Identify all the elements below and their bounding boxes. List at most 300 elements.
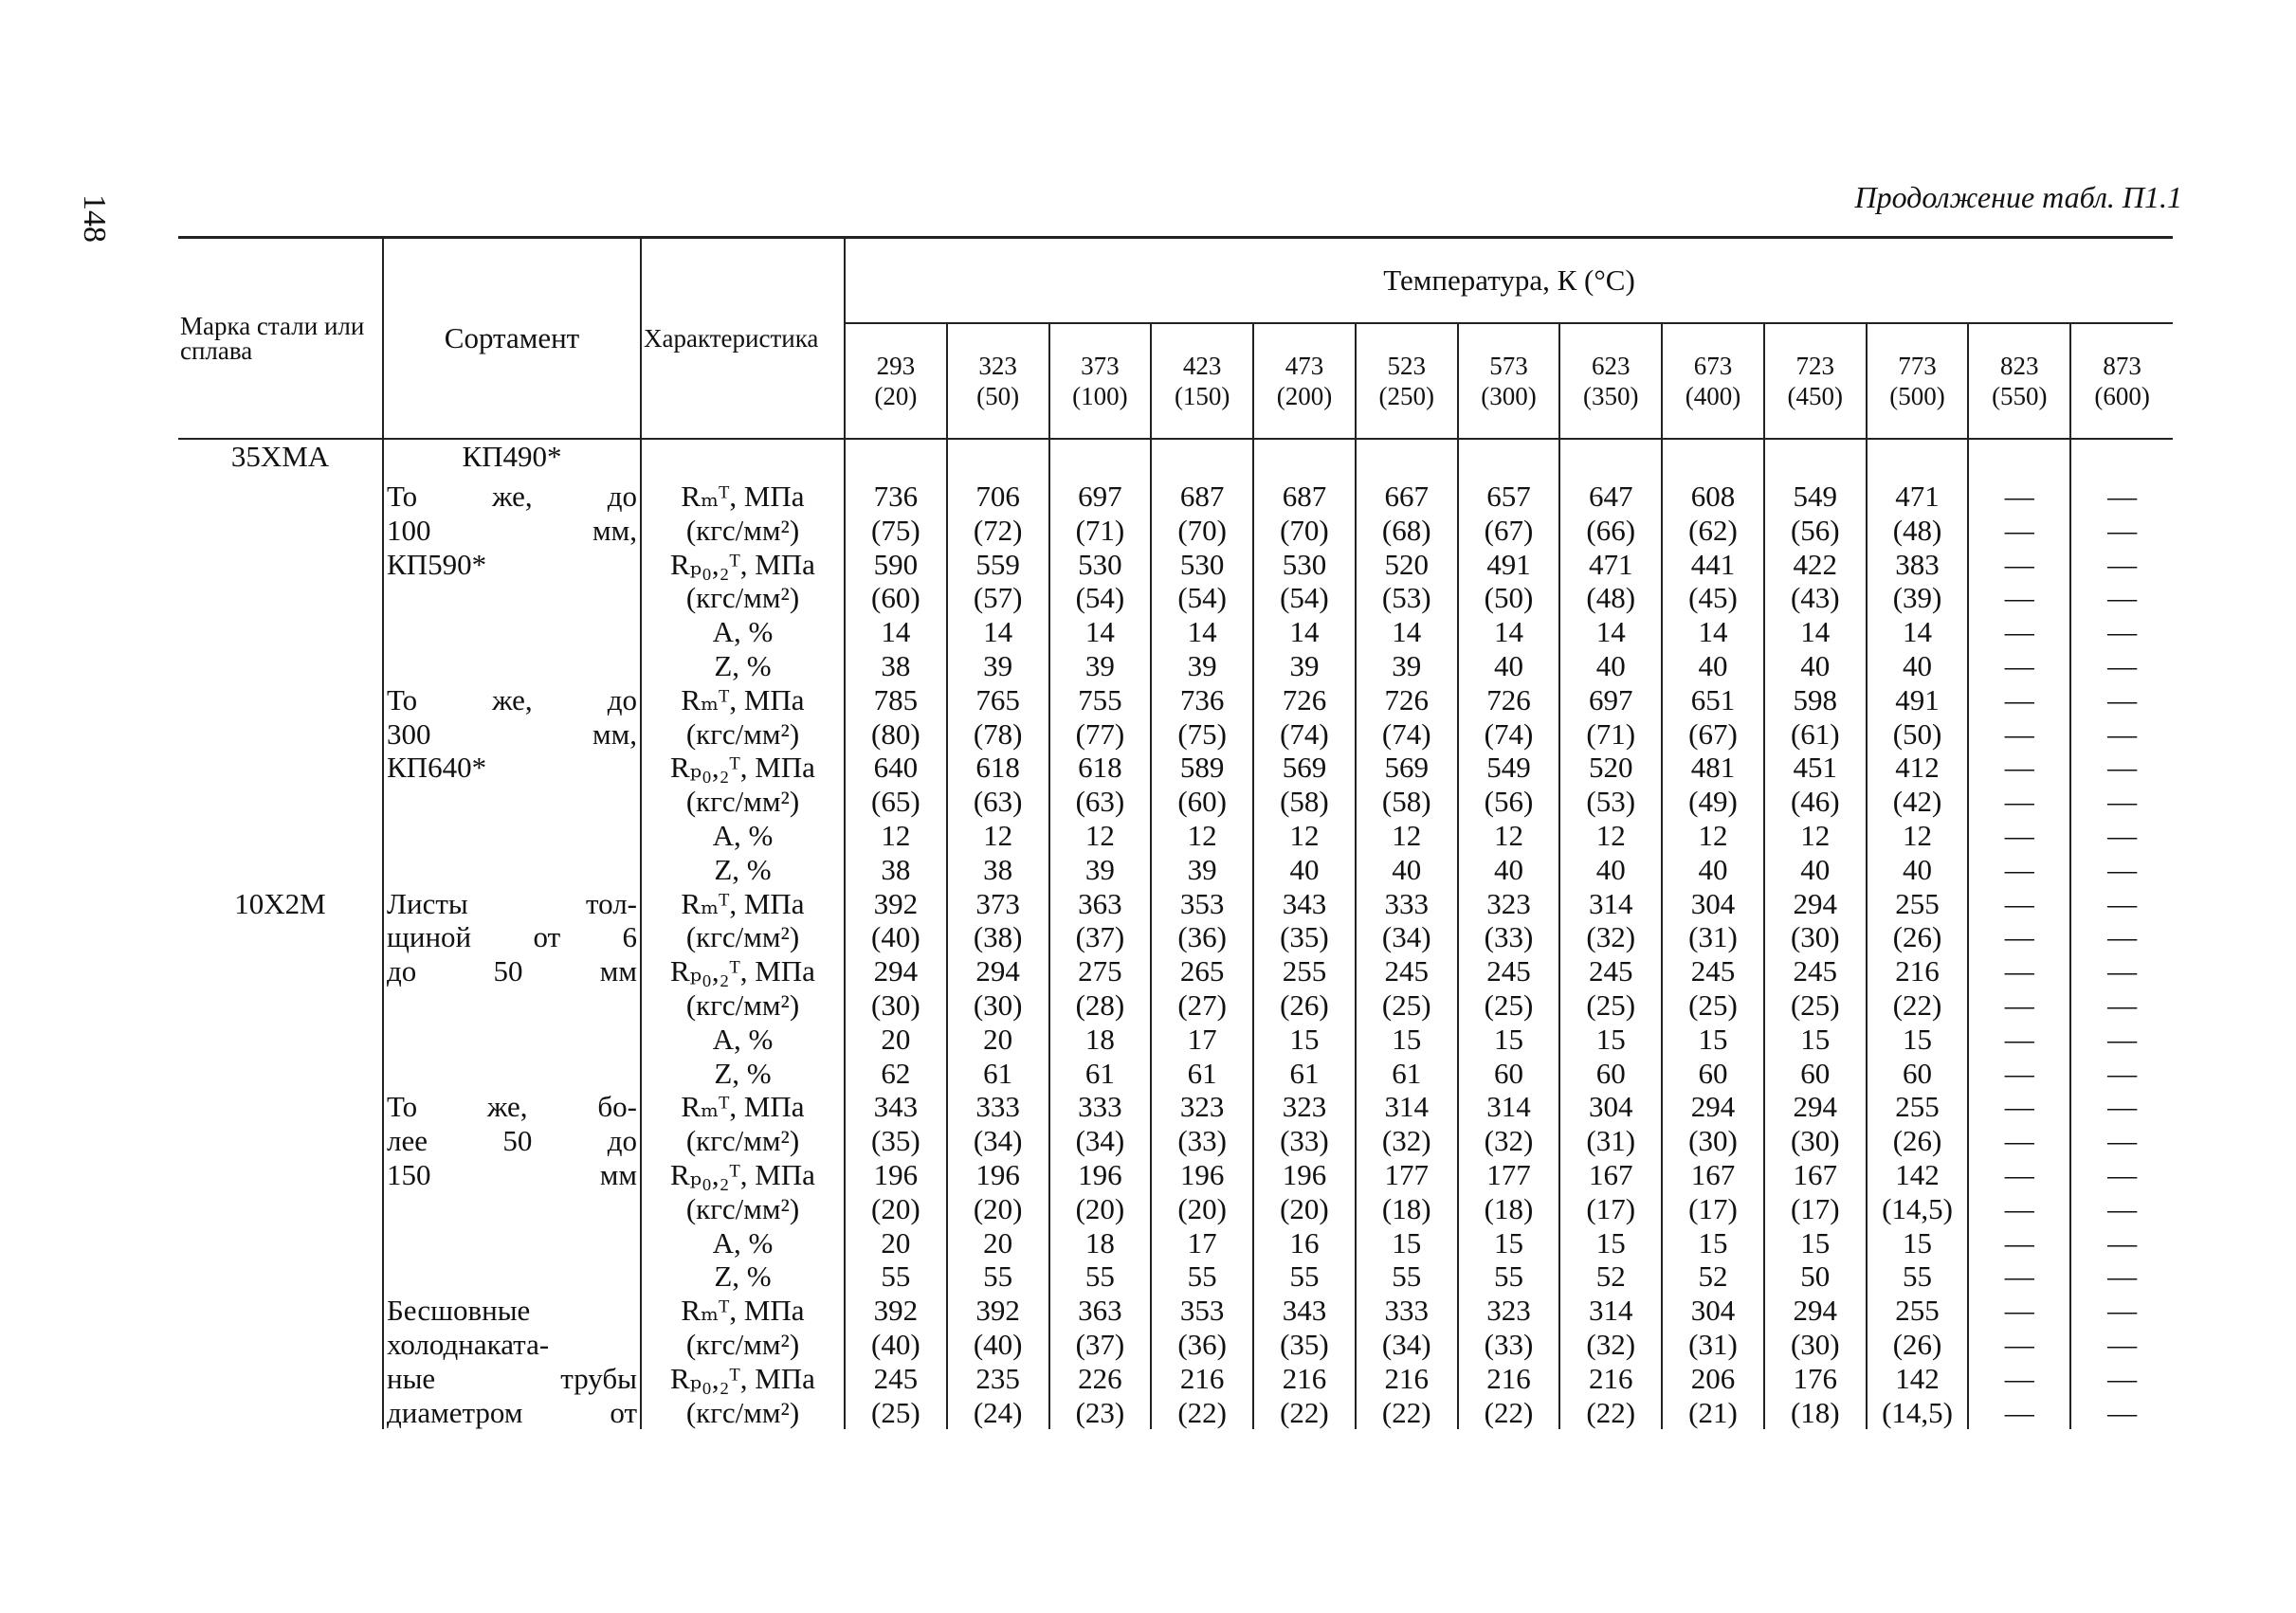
value-cell: 392 <box>873 1294 919 1328</box>
value-cell: 245 <box>873 1361 919 1395</box>
value-cell: (75) <box>871 513 920 547</box>
value-cell: 167 <box>1588 1157 1633 1191</box>
value-cell: (50) <box>1484 581 1534 615</box>
grade-blank <box>181 1226 379 1260</box>
value-cell: 471 <box>1588 547 1633 581</box>
value-cell: — <box>2107 1191 2138 1225</box>
temp-header-0: 293 (20) <box>845 323 947 439</box>
value-cell: 323 <box>1179 1090 1225 1124</box>
temp-header-10: 773 (500) <box>1867 323 1969 439</box>
value-cell: (18) <box>1790 1395 1840 1429</box>
form-blank <box>387 615 637 649</box>
value-cell: 294 <box>873 954 919 988</box>
value-cell: 226 <box>1078 1361 1122 1395</box>
value-column-1 <box>947 480 1049 1429</box>
value-cell: — <box>2004 581 2034 615</box>
value-cell: (74) <box>1381 716 1431 751</box>
form-cell <box>383 439 641 480</box>
value-cell: (25) <box>1790 988 1840 1022</box>
value-cell: 736 <box>1179 682 1225 716</box>
value-cell: 687 <box>1179 480 1225 513</box>
header-temperature: Температура, К (°С) <box>845 238 2173 324</box>
grade-blank <box>181 1057 379 1091</box>
value-cell: 647 <box>1588 480 1633 513</box>
value-cell: 61 <box>983 1056 1013 1090</box>
value-cell: 196 <box>1282 1157 1327 1191</box>
value-cell: (33) <box>1177 1124 1227 1158</box>
value-cell: 235 <box>975 1361 1020 1395</box>
value-cell: — <box>2107 513 2138 547</box>
value-cell: (30) <box>1688 1124 1738 1158</box>
value-cell: 38 <box>881 852 911 886</box>
value-cell: (30) <box>1790 1327 1840 1361</box>
value-cell: (42) <box>1892 785 1942 819</box>
value-cell: 15 <box>1595 1022 1626 1056</box>
form-blank <box>387 1023 637 1057</box>
form-blank <box>387 1260 637 1294</box>
value-cell: (25) <box>1484 988 1534 1022</box>
value-cell: (67) <box>1688 716 1738 751</box>
form-line: 150 мм <box>387 1157 637 1191</box>
characteristic-label: (кгс/мм²) <box>685 1124 800 1158</box>
value-cell: 471 <box>1895 480 1940 513</box>
value-cell: — <box>2004 751 2034 785</box>
value-cell: — <box>2107 920 2138 954</box>
form-column <box>383 480 641 1429</box>
value-cell: 245 <box>1486 954 1531 988</box>
value-cell: 755 <box>1078 682 1122 716</box>
characteristic-label: (кгс/мм²) <box>685 988 800 1022</box>
value-cell: 39 <box>1084 852 1115 886</box>
value-cell: (31) <box>1586 1124 1636 1158</box>
value-cell: 353 <box>1179 1294 1225 1328</box>
value-cell: (38) <box>973 920 1023 954</box>
characteristic-label: (кгс/мм²) <box>685 1327 800 1361</box>
value-cell: 39 <box>983 648 1013 682</box>
grade-10x2m: 10Х2М <box>234 886 326 920</box>
value-cell: 441 <box>1690 547 1736 581</box>
value-cell: 304 <box>1690 886 1736 920</box>
value-cell: 60 <box>1493 1056 1523 1090</box>
value-cell: (26) <box>1892 920 1942 954</box>
value-cell: 353 <box>1179 886 1225 920</box>
value-cell: 216 <box>1486 1361 1531 1395</box>
value-cell: 491 <box>1486 547 1531 581</box>
value-cell: — <box>2004 954 2034 988</box>
value-cell: 549 <box>1793 480 1838 513</box>
value-cell: (20) <box>871 1191 920 1225</box>
value-cell: 40 <box>1800 852 1831 886</box>
value-cell: (72) <box>973 513 1023 547</box>
form-kp490: КП490* <box>462 440 562 473</box>
value-cell: — <box>2107 480 2138 513</box>
value-column-7 <box>1559 480 1662 1429</box>
characteristic-label: A, % <box>712 1225 774 1260</box>
value-cell: — <box>2107 988 2138 1022</box>
value-cell: 40 <box>1698 852 1728 886</box>
value-cell: (18) <box>1381 1191 1431 1225</box>
value-cell: 520 <box>1588 751 1633 785</box>
characteristic-label: Rₘᵀ, МПа <box>681 886 805 920</box>
value-cell: 40 <box>1289 852 1320 886</box>
grade-blank <box>181 717 379 752</box>
characteristic-label: Rₚ₀,₂ᵀ, МПа <box>670 751 815 785</box>
form-line: диаметром от <box>387 1395 637 1429</box>
characteristic-label: Rₚ₀,₂ᵀ, МПа <box>670 1361 815 1395</box>
value-cell: (27) <box>1177 988 1227 1022</box>
value-cell: 15 <box>1698 1022 1728 1056</box>
value-cell: 589 <box>1179 751 1225 785</box>
value-cell: — <box>2107 581 2138 615</box>
grade-blank <box>181 1158 379 1192</box>
characteristic-label: (кгс/мм²) <box>685 716 800 751</box>
form-line: лее 50 до <box>387 1124 637 1158</box>
characteristic-label: A, % <box>712 1022 774 1056</box>
value-cell: 52 <box>1698 1260 1728 1294</box>
value-cell: 50 <box>1800 1260 1831 1294</box>
form-line: ные трубы <box>387 1361 637 1395</box>
value-cell: (21) <box>1688 1395 1738 1429</box>
value-cell: 245 <box>1690 954 1736 988</box>
value-cell: 245 <box>1793 954 1838 988</box>
value-column-8 <box>1662 480 1764 1429</box>
value-cell: 20 <box>881 1022 911 1056</box>
value-cell: (74) <box>1484 716 1534 751</box>
value-cell: — <box>2004 886 2034 920</box>
value-cell: (33) <box>1280 1124 1329 1158</box>
form-line: 300 мм, <box>387 716 637 751</box>
grade-35xma: 35ХМА <box>230 440 330 473</box>
value-cell: 55 <box>1084 1260 1115 1294</box>
value-cell: (22) <box>1381 1395 1431 1429</box>
value-column-10 <box>1867 480 1969 1429</box>
value-cell: 17 <box>1187 1022 1217 1056</box>
value-cell: 323 <box>1282 1090 1327 1124</box>
value-cell: 15 <box>1903 1022 1933 1056</box>
value-cell: 177 <box>1384 1157 1429 1191</box>
value-cell: 520 <box>1384 547 1429 581</box>
value-cell: 14 <box>1392 615 1422 649</box>
value-cell: 530 <box>1282 547 1327 581</box>
value-cell: 60 <box>1698 1056 1728 1090</box>
value-cell: — <box>2107 1157 2138 1191</box>
value-cell: 14 <box>881 615 911 649</box>
value-cell: (74) <box>1280 716 1329 751</box>
value-cell: — <box>2107 1124 2138 1158</box>
value-cell: (78) <box>973 716 1023 751</box>
grade-cell <box>178 439 383 480</box>
temp-header-7: 623 (350) <box>1559 323 1662 439</box>
value-cell: — <box>2004 682 2034 716</box>
value-cell: 15 <box>1595 1225 1626 1260</box>
value-cell: 216 <box>1282 1361 1327 1395</box>
value-cell: 706 <box>975 480 1020 513</box>
value-cell: 12 <box>1903 818 1933 852</box>
value-cell: (17) <box>1688 1191 1738 1225</box>
value-cell: — <box>2004 1395 2034 1429</box>
value-cell: (54) <box>1280 581 1329 615</box>
page-number: 148 <box>77 194 112 243</box>
value-cell: 40 <box>1595 852 1626 886</box>
value-cell: (26) <box>1892 1327 1942 1361</box>
grade-blank <box>181 920 379 954</box>
form-line: КП640* <box>387 751 487 785</box>
value-cell: 15 <box>1698 1225 1728 1260</box>
value-cell: — <box>2107 1225 2138 1260</box>
value-cell: 15 <box>1800 1225 1831 1260</box>
form-blank <box>387 1057 637 1091</box>
value-cell: (26) <box>1280 988 1329 1022</box>
value-cell: (45) <box>1688 581 1738 615</box>
form-line: Бесшовные <box>387 1294 531 1328</box>
value-cell: — <box>2004 547 2034 581</box>
characteristic-label: (кгс/мм²) <box>685 513 800 547</box>
form-blank <box>387 649 637 683</box>
value-cell: (18) <box>1484 1191 1534 1225</box>
value-cell: 697 <box>1078 480 1122 513</box>
value-cell: — <box>2004 852 2034 886</box>
value-cell: (56) <box>1484 785 1534 819</box>
value-cell: (43) <box>1790 581 1840 615</box>
value-cell: 373 <box>975 886 1020 920</box>
value-cell: 726 <box>1282 682 1327 716</box>
value-cell: 40 <box>1595 648 1626 682</box>
grade-blank <box>181 581 379 615</box>
value-cell: — <box>2004 988 2034 1022</box>
value-cell: (35) <box>1280 1327 1329 1361</box>
value-cell: (63) <box>1075 785 1125 819</box>
value-cell: — <box>2004 1157 2034 1191</box>
value-cell: 55 <box>881 1260 911 1294</box>
temp-header-9: 723 (450) <box>1764 323 1867 439</box>
value-cell: — <box>2004 818 2034 852</box>
value-cell: (30) <box>1790 1124 1840 1158</box>
value-cell: (36) <box>1177 1327 1227 1361</box>
value-cell: 363 <box>1078 886 1122 920</box>
value-cell: — <box>2004 1327 2034 1361</box>
value-cell: (58) <box>1381 785 1431 819</box>
value-cell: 736 <box>873 480 919 513</box>
value-cell: (31) <box>1688 920 1738 954</box>
temp-header-1: 323 (50) <box>947 323 1049 439</box>
value-cell: — <box>2107 751 2138 785</box>
form-blank <box>387 853 637 887</box>
value-cell: (22) <box>1586 1395 1636 1429</box>
value-cell: 618 <box>975 751 1020 785</box>
form-blank <box>387 1226 637 1260</box>
form-line: холоднаката- <box>387 1327 550 1361</box>
value-cell: 333 <box>1384 1294 1429 1328</box>
table-caption: Продолжение табл. П1.1 <box>1854 180 2182 214</box>
value-cell: (26) <box>1892 1124 1942 1158</box>
value-cell: 20 <box>983 1022 1013 1056</box>
value-cell: (39) <box>1892 581 1942 615</box>
characteristic-label: (кгс/мм²) <box>685 1395 800 1429</box>
value-cell: 651 <box>1690 682 1736 716</box>
value-cell: 14 <box>1187 615 1217 649</box>
characteristic-label: (кгс/мм²) <box>685 581 800 615</box>
value-cell: 657 <box>1486 480 1531 513</box>
value-cell: — <box>2004 716 2034 751</box>
value-cell: 38 <box>983 852 1013 886</box>
value-cell: (60) <box>871 581 920 615</box>
value-cell: 569 <box>1384 751 1429 785</box>
value-cell: (40) <box>871 920 920 954</box>
value-cell: 60 <box>1595 1056 1626 1090</box>
value-cell: (32) <box>1586 1327 1636 1361</box>
value-cell: — <box>2107 1327 2138 1361</box>
value-cell: (35) <box>871 1124 920 1158</box>
temp-header-5: 523 (250) <box>1356 323 1458 439</box>
form-blank <box>387 785 637 819</box>
value-cell: 530 <box>1179 547 1225 581</box>
value-cell: 412 <box>1895 751 1940 785</box>
value-cell: (14,5) <box>1882 1191 1953 1225</box>
value-cell: 40 <box>1493 852 1523 886</box>
value-cell: (35) <box>1280 920 1329 954</box>
value-cell: 142 <box>1895 1157 1940 1191</box>
value-cell: (54) <box>1075 581 1125 615</box>
value-cell: — <box>2107 818 2138 852</box>
value-cell: (34) <box>1075 1124 1125 1158</box>
value-cell: (75) <box>1177 716 1227 751</box>
value-cell: 18 <box>1084 1022 1115 1056</box>
value-cell: 55 <box>1187 1260 1217 1294</box>
grade-blank <box>181 1192 379 1226</box>
value-cell: 667 <box>1384 480 1429 513</box>
characteristic-label: Rₘᵀ, МПа <box>681 682 805 716</box>
grade-blank <box>181 1294 379 1328</box>
value-cell: (53) <box>1381 581 1431 615</box>
value-cell: 39 <box>1289 648 1320 682</box>
value-cell: 294 <box>1793 1090 1838 1124</box>
value-cell: 15 <box>1493 1225 1523 1260</box>
value-cell: (34) <box>1381 1327 1431 1361</box>
value-cell: — <box>2004 785 2034 819</box>
value-cell: 383 <box>1895 547 1940 581</box>
value-cell: — <box>2107 1260 2138 1294</box>
value-cell: 196 <box>1179 1157 1225 1191</box>
value-cell: 294 <box>1793 1294 1838 1328</box>
grade-blank <box>181 615 379 649</box>
value-cell: (46) <box>1790 785 1840 819</box>
value-cell: (68) <box>1381 513 1431 547</box>
value-cell: 61 <box>1187 1056 1217 1090</box>
value-cell: 177 <box>1486 1157 1531 1191</box>
value-cell: — <box>2107 1090 2138 1124</box>
value-cell: 726 <box>1384 682 1429 716</box>
temp-header-12: 873 (600) <box>2070 323 2173 439</box>
value-cell: 687 <box>1282 480 1327 513</box>
value-cell: (66) <box>1586 513 1636 547</box>
char-cell <box>641 439 845 480</box>
value-cell: (61) <box>1790 716 1840 751</box>
value-cell: (34) <box>973 1124 1023 1158</box>
value-cell: (40) <box>871 1327 920 1361</box>
value-cell: 18 <box>1084 1225 1115 1260</box>
form-blank <box>387 819 637 853</box>
value-cell: 61 <box>1289 1056 1320 1090</box>
value-cell: (58) <box>1280 785 1329 819</box>
grade-blank <box>181 988 379 1023</box>
value-cell: — <box>2107 1056 2138 1090</box>
header-row <box>178 238 2173 324</box>
value-cell: 491 <box>1895 682 1940 716</box>
value-cell: (30) <box>1790 920 1840 954</box>
value-cell: 12 <box>1698 818 1728 852</box>
characteristic-label: (кгс/мм²) <box>685 1191 800 1225</box>
value-cell: (56) <box>1790 513 1840 547</box>
value-cell: — <box>2107 547 2138 581</box>
grade-blank <box>181 1260 379 1294</box>
data-row <box>178 480 2173 1429</box>
value-cell: 17 <box>1187 1225 1217 1260</box>
value-cell: 451 <box>1793 751 1838 785</box>
value-cell: 392 <box>873 886 919 920</box>
value-cell: 15 <box>1493 1022 1523 1056</box>
form-line: То же, до <box>387 682 637 716</box>
value-column-4 <box>1253 480 1356 1429</box>
value-cell: — <box>2004 1056 2034 1090</box>
grade-blank <box>181 514 379 548</box>
value-cell: 40 <box>1800 648 1831 682</box>
value-cell: (50) <box>1892 716 1942 751</box>
value-cell: (67) <box>1484 513 1534 547</box>
characteristic-label: (кгс/мм²) <box>685 785 800 819</box>
value-cell: (17) <box>1586 1191 1636 1225</box>
value-cell: 167 <box>1690 1157 1736 1191</box>
value-cell: 12 <box>1289 818 1320 852</box>
value-cell: (36) <box>1177 920 1227 954</box>
value-cell: — <box>2004 1124 2034 1158</box>
value-cell: 785 <box>873 682 919 716</box>
value-cell: 255 <box>1895 1090 1940 1124</box>
grade-blank <box>181 954 379 988</box>
value-cell: (34) <box>1381 920 1431 954</box>
value-cell: 55 <box>1493 1260 1523 1294</box>
value-cell: 12 <box>881 818 911 852</box>
value-cell: 569 <box>1282 751 1327 785</box>
value-cell: (22) <box>1177 1395 1227 1429</box>
characteristic-label: Z, % <box>714 648 772 682</box>
grade-blank <box>181 480 379 514</box>
value-cell: (25) <box>871 1395 920 1429</box>
value-cell: 20 <box>881 1225 911 1260</box>
temp-header-8: 673 (400) <box>1662 323 1764 439</box>
value-cell: (25) <box>1586 988 1636 1022</box>
value-cell: 363 <box>1078 1294 1122 1328</box>
value-cell: — <box>2004 1294 2034 1328</box>
value-cell: 323 <box>1486 1294 1531 1328</box>
form-line: То же, до <box>387 480 637 513</box>
value-cell: 60 <box>1903 1056 1933 1090</box>
value-cell: (80) <box>871 716 920 751</box>
value-cell: 216 <box>1895 954 1940 988</box>
value-cell: (71) <box>1075 513 1125 547</box>
value-cell: (31) <box>1688 1327 1738 1361</box>
value-cell: 765 <box>975 682 1020 716</box>
grade-blank <box>181 751 379 785</box>
form-line: до 50 мм <box>387 954 637 988</box>
value-cell: 598 <box>1793 682 1838 716</box>
value-cell: 726 <box>1486 682 1531 716</box>
value-cell: 14 <box>1903 615 1933 649</box>
value-cell: — <box>2107 785 2138 819</box>
value-column-0 <box>845 480 947 1429</box>
value-cell: 343 <box>873 1090 919 1124</box>
value-cell: (70) <box>1280 513 1329 547</box>
value-cell: (77) <box>1075 716 1125 751</box>
